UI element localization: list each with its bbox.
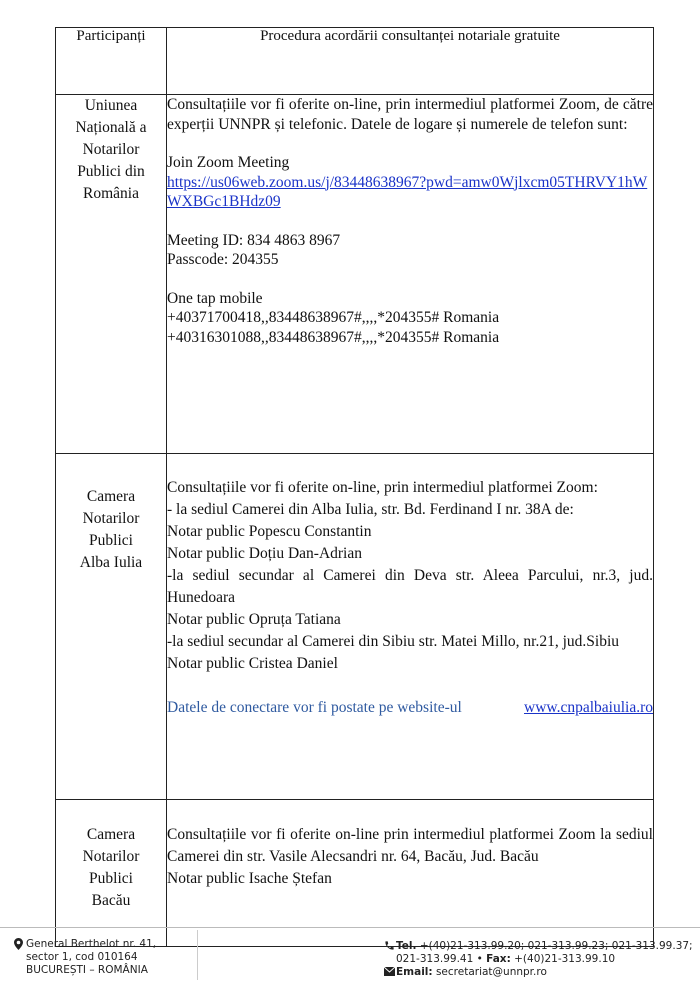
envelope-icon <box>384 966 396 979</box>
procedure-cell <box>167 454 654 800</box>
table-row <box>56 454 654 800</box>
tap-number: +40316301088,,83448638967#,,,,*204355# Romania <box>167 328 500 346</box>
email-value[interactable]: secretariat@unnpr.ro <box>435 966 547 978</box>
address-line: BUCUREȘTI – ROMÂNIA <box>26 964 148 976</box>
procedure-line: Consultațiile vor fi oferite on-line, prin intermediul platformei Zoom: <box>167 479 598 496</box>
procedure-line: Consultațiile vor fi oferite on-line prin intermediul platformei Zoom la sediul Camerei din str. Vasile Alecsandri nr. 64, Bacău, Jud. Bacău <box>167 826 653 865</box>
procedure-line: -la sediul secundar al Camerei din Deva str. Aleea Parcului, nr.3, jud. Hunedoara <box>167 567 653 606</box>
website-note-text: Datele de conectare vor fi postate pe website-ul <box>167 699 462 716</box>
table-row <box>56 95 654 454</box>
intro-text: Consultațiile vor fi oferite on-line, prin intermediul platformei Zoom, de către experții UNNPR și telefonic. Datele de logare și numerele de telefon sunt: <box>167 96 653 133</box>
table-header-row <box>56 28 654 95</box>
address-line: sector 1, cod 010164 <box>26 951 138 963</box>
address-line: General Berthelot nr. 41, <box>26 938 157 950</box>
location-pin-icon <box>14 938 26 977</box>
email-label: Email: <box>396 966 433 978</box>
website-note <box>167 697 653 719</box>
passcode: Passcode: 204355 <box>167 251 279 268</box>
fax-value: +(40)21-313.99.10 <box>514 953 616 965</box>
participant-name: Camera Notarilor Publici Bacău <box>56 800 167 947</box>
procedure-line: Notar public Opruța Tatiana <box>167 611 341 628</box>
procedure-cell <box>167 800 654 947</box>
table-row <box>56 800 654 947</box>
one-tap-label: One tap mobile <box>167 289 263 307</box>
footer-separator <box>0 927 700 928</box>
consultation-table <box>55 27 654 947</box>
fax-label: Fax: <box>486 953 511 965</box>
meeting-id: Meeting ID: 834 4863 8967 <box>167 231 341 249</box>
phone-icon <box>384 940 396 966</box>
procedure-line: - la sediul Camerei din Alba Iulia, str. Bd. Ferdinand I nr. 38A de: <box>167 501 574 518</box>
website-link[interactable]: www.cnpalbaiulia.ro <box>524 699 653 716</box>
procedure-line: Notar public Cristea Daniel <box>167 655 338 672</box>
tel-value: +(40)21-313.99.20; 021-313.99.23; 021-313.99.37; 021-313.99.41 <box>396 940 693 965</box>
procedure-line: Notar public Isache Ștefan <box>167 870 332 887</box>
procedure-line: -la sediul secundar al Camerei din Sibiu str. Matei Millo, nr.21, jud.Sibiu <box>167 633 620 650</box>
tel-label: Tel. <box>396 940 417 952</box>
email-line <box>384 966 694 979</box>
procedure-cell <box>167 95 654 454</box>
procedure-line: Notar public Popescu Constantin <box>167 523 372 540</box>
header-procedure: Procedura acordării consultanței notariale gratuite <box>167 28 654 95</box>
procedure-line: Notar public Doțiu Dan-Adrian <box>167 545 362 562</box>
footer-contact <box>384 940 694 979</box>
header-participants: Participanți <box>56 28 167 95</box>
tap-number: +40371700418,,83448638967#,,,,*204355# Romania <box>167 309 500 326</box>
participant-name: Uniunea Națională a Notarilor Publici din România <box>56 95 167 454</box>
footer-address <box>14 938 156 977</box>
phone-line: Tel. +(40)21-313.99.20; 021-313.99.23; 021-313.99.37; 021-313.99.41 • Fax: +(40)21-313.99.10 <box>384 940 694 966</box>
zoom-meeting-link[interactable]: https://us06web.zoom.us/j/83448638967?pwd=amw0Wjlxcm05THRVY1hWWXBGc1BHdz09 <box>167 173 648 210</box>
participant-name: Camera Notarilor Publici Alba Iulia <box>56 454 167 800</box>
join-label: Join Zoom Meeting <box>167 154 290 171</box>
footer-divider <box>197 930 198 980</box>
